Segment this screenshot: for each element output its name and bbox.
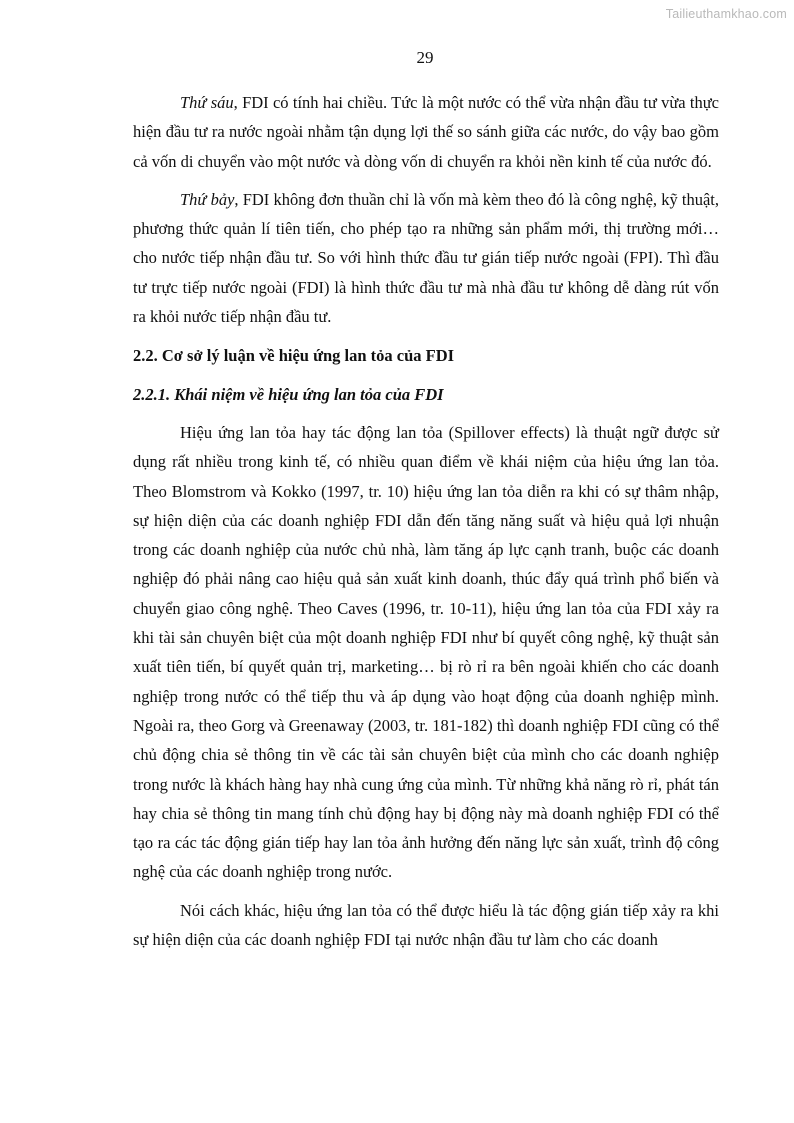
paragraph-lead: Thứ sáu <box>180 93 234 112</box>
paragraph-text: , FDI không đơn thuần chỉ là vốn mà kèm theo đó là công nghệ, kỹ thuật, phương thức quản lí tiên tiến, cho phép tạo ra những sản phẩm mới, thị trường mới…cho nước tiếp nhận đầu tư. So với hình thức đầu tư gián tiếp nước ngoài (FPI). Thì đầu tư trực tiếp nước ngoài (FDI) là hình thức đầu tư mà nhà đầu tư không dễ dàng rút vốn ra khỏi nước tiếp nhận đầu tư. <box>133 189 719 327</box>
paragraph-spillover-definition: Hiệu ứng lan tỏa hay tác động lan tỏa (Spillover effects) là thuật ngữ được sử dụng rất nhiều trong kinh tế, có nhiều quan điểm về khái niệm của hiệu ứng lan tỏa. Theo Blomstrom và Kokko (1997, tr. 10) hiệu ứng lan tỏa diễn ra khi có sự thâm nhập, sự hiện diện của các doanh nghiệp FDI dẫn đến tăng năng suất và hiệu quả lợi nhuận trong các doanh nghiệp của nước chủ nhà, làm tăng áp lực cạnh tranh, buộc các doanh nghiệp đó phải nâng cao hiệu quả sản xuất kinh doanh, thúc đẩy quá trình phổ biến và chuyển giao công nghệ. Theo Caves (1996, tr. 10-11), hiệu ứng lan tỏa của FDI xảy ra khi tài sản chuyên biệt của một doanh nghiệp FDI như bí quyết công nghệ, kỹ thuật sản xuất tiên tiến, bí quyết quản trị, marketing… bị rò rỉ ra bên ngoài khiến cho các doanh nghiệp trong nước có thể tiếp thu và áp dụng vào hoạt động của doanh nghiệp mình. Ngoài ra, theo Gorg và Greenaway (2003, tr. 181-182) thì doanh nghiệp FDI cũng có thể chủ động chia sẻ thông tin về các tài sản chuyên biệt của mình cho các doanh nghiệp trong nước là khách hàng hay nhà cung ứng của mình. Từ những khả năng rò rỉ, phát tán hay chia sẻ thông tin mang tính chủ động hay bị động này mà doanh nghiệp FDI có thể tạo ra các tác động gián tiếp hay lan tỏa ảnh hưởng đến năng lực sản xuất, trình độ công nghệ của các doanh nghiệp trong nước. <box>133 422 719 882</box>
watermark: Tailieuthamkhao.com <box>665 7 787 21</box>
page-number: 29 <box>416 48 434 67</box>
paragraph-lead: Thứ bảy <box>180 189 235 209</box>
subsection-heading: 2.2.1. Khái niệm về hiệu ứng lan tỏa của FDI <box>133 384 444 404</box>
paragraph-thu-sau <box>133 88 719 176</box>
paragraph-in-other-words: Nói cách khác, hiệu ứng lan tỏa có thể được hiểu là tác động gián tiếp xảy ra khi sự hiện diện của các doanh nghiệp FDI tại nước nhận đầu tư làm cho các doanh <box>133 900 719 950</box>
paragraph-text: , FDI có tính hai chiều. Tức là một nước có thể vừa nhận đầu tư vừa thực hiện đầu tư ra nước ngoài nhằm tận dụng lợi thế so sánh giữa các nước, do vậy bao gồm cả vốn di chuyển vào một nước và dòng vốn di chuyển ra khỏi nền kinh tế của nước đó. <box>133 93 719 171</box>
section-heading: 2.2. Cơ sở lý luận về hiệu ứng lan tỏa của FDI <box>133 346 455 366</box>
document-body <box>133 88 719 954</box>
paragraph-thu-bay <box>133 185 719 331</box>
